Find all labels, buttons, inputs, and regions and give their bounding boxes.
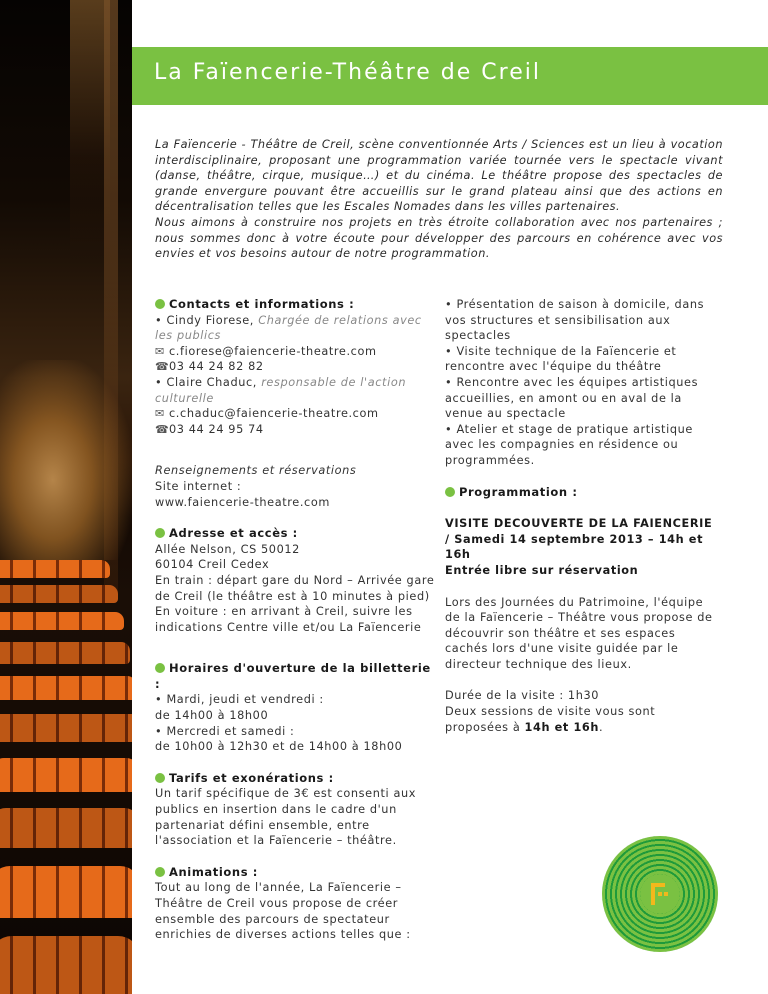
seat-row (0, 758, 132, 792)
access-line: En voiture : en arrivant à Creil, suivre les indications Centre ville et/ou La Faïencerie (155, 605, 422, 634)
address-line: 60104 Creil Cedex (155, 558, 270, 572)
intro-paragraph: Nous aimons à construire nos projets en très étroite collaboration avec nos partenaires ; nous sommes donc à votre écoute pour développer des parcours en cohérence avec vos envies et vos besoins autour de notre programmation. (155, 215, 723, 261)
green-dot-icon (155, 867, 165, 877)
event-sessions: Deux sessions de visite vous sont proposées à 14h et 16h. (445, 705, 656, 734)
event-description: Lors des Journées du Patrimoine, l'équipe de la Faïencerie – Théâtre vous propose de découvrir son théâtre et ses espaces cachés lors d'une visite guidée par le directeur technique des lieux. (445, 595, 713, 671)
section-heading-programmation: Programmation : (445, 485, 720, 501)
contact-phone: ☎03 44 24 82 82 (155, 360, 264, 374)
right-column (445, 297, 720, 735)
seat-row (0, 808, 132, 848)
contact-email[interactable]: ✉ c.chaduc@faiencerie-theatre.com (155, 407, 379, 421)
event-subtitle: Entrée libre sur réservation (445, 563, 639, 577)
contact-person: • Cindy Fiorese, Chargée de relations avec les publics (155, 313, 422, 343)
hours-line: de 14h00 à 18h00 (155, 709, 269, 723)
logo-f-icon (651, 883, 667, 905)
tarifs-text: Un tarif spécifique de 3€ est consenti aux publics en insertion dans le cadre d'un partenariat défini ensemble, entre l'association et la Faïencerie – théâtre. (155, 787, 417, 848)
seat-row (0, 866, 132, 918)
envelope-icon: ✉ (155, 407, 165, 421)
contact-phone: ☎03 44 24 95 74 (155, 422, 264, 436)
seat-row (0, 612, 124, 630)
green-dot-icon (155, 299, 165, 309)
reservations-label: Renseignements et réservations (155, 464, 357, 478)
seat-row (0, 714, 132, 742)
address-line: Allée Nelson, CS 50012 (155, 542, 300, 556)
contact-person: • Claire Chaduc, responsable de l'action culturelle (155, 375, 407, 405)
green-dot-icon (155, 773, 165, 783)
section-heading-adresse: Adresse et accès : (155, 526, 435, 542)
phone-icon: ☎ (155, 360, 170, 374)
left-column (155, 297, 435, 943)
seat-row (0, 642, 130, 664)
section-heading-contacts: Contacts et informations : (155, 297, 435, 313)
faiencerie-logo (602, 836, 718, 952)
animation-item: • Présentation de saison à domicile, dans vos structures et sensibilisation aux spectacles (445, 298, 705, 343)
phone-icon: ☎ (155, 422, 170, 436)
section-heading-tarifs: Tarifs et exonérations : (155, 771, 435, 787)
envelope-icon: ✉ (155, 344, 165, 358)
event-title: VISITE DECOUVERTE DE LA FAIENCERIE / Samedi 14 septembre 2013 – 14h et 16h (445, 517, 713, 562)
animation-item: • Atelier et stage de pratique artistique avec les compagnies en résidence ou programmées. (445, 422, 693, 467)
seat-row (0, 585, 118, 603)
section-heading-horaires: Horaires d'ouverture de la billetterie : (155, 661, 431, 691)
theatre-photo (0, 0, 132, 994)
seat-row (0, 676, 132, 700)
title-banner (132, 47, 768, 105)
section-heading-animations: Animations : (155, 865, 435, 881)
green-dot-icon (155, 528, 165, 538)
website-label: Site internet : (155, 479, 242, 493)
intro-paragraph: La Faïencerie - Théâtre de Creil, scène conventionnée Arts / Sciences est un lieu à vocation interdisciplinaire, proposant une programmation variée tournée vers le spectacle vivant (danse, théâtre, cirque, musique…) et du cinéma. Le théâtre propose des spectacles de grande envergure pouvant être accueillis sur le grand plateau ainsi que des actions en décentralisation telles que les Escales Nomades dans les villes partenaires. (155, 138, 723, 214)
contact-role: responsable de l'action culturelle (155, 375, 407, 405)
contact-role: Chargée de relations avec les publics (155, 313, 422, 343)
green-dot-icon (155, 663, 165, 673)
green-dot-icon (445, 487, 455, 497)
stage-light (0, 360, 132, 560)
logo-core (640, 874, 680, 914)
seat-row (0, 560, 110, 578)
access-line: En train : départ gare du Nord – Arrivée gare de Creil (le théâtre est à 10 minutes à pied) (155, 573, 435, 603)
seat-row (0, 936, 132, 994)
event-duration: Durée de la visite : 1h30 (445, 689, 600, 703)
website-link[interactable]: www.faiencerie-theatre.com (155, 495, 330, 509)
hours-line: • Mercredi et samedi : (155, 724, 295, 738)
contact-email[interactable]: ✉ c.fiorese@faiencerie-theatre.com (155, 344, 377, 358)
intro-text (155, 137, 723, 262)
animation-item: • Rencontre avec les équipes artistiques accueillies, en amont ou en aval de la venue au spectacle (445, 375, 699, 421)
animation-item: • Visite technique de la Faïencerie et rencontre avec l'équipe du théâtre (445, 344, 677, 374)
page-title: La Faïencerie-Théâtre de Creil (154, 60, 541, 85)
hours-line: • Mardi, jeudi et vendredi : (155, 693, 324, 707)
hours-line: de 10h00 à 12h30 et de 14h00 à 18h00 (155, 740, 403, 754)
animations-text: Tout au long de l'année, La Faïencerie – Théâtre de Creil vous propose de créer ensemble des parcours de spectateur enrichies de diverses actions telles que : (155, 881, 411, 942)
